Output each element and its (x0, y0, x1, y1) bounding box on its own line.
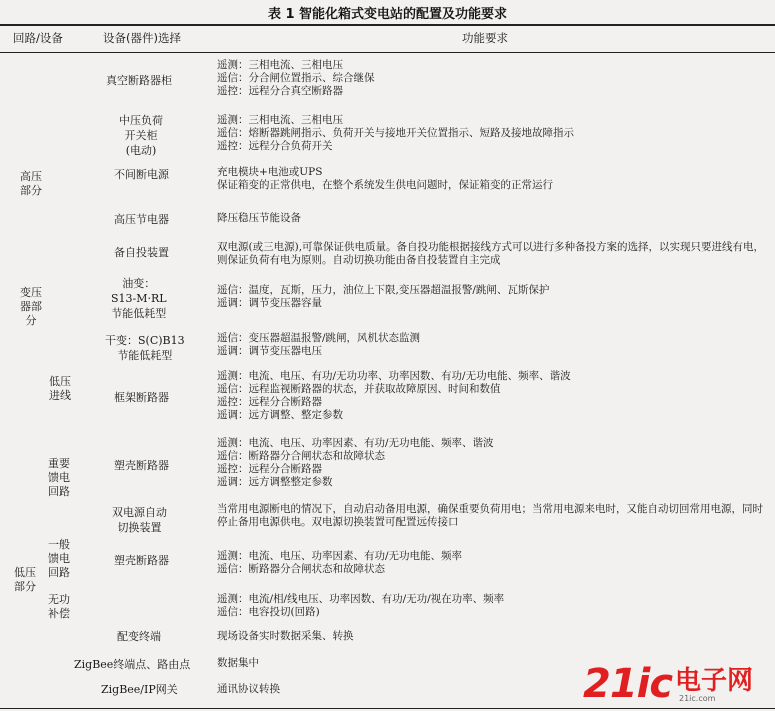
header-device: 设备(器件)选择 (103, 31, 181, 45)
device-cell: 配变终端 (117, 630, 161, 643)
device-cell: 双电源自动 切换装置 (112, 506, 167, 534)
group-label-important-feeder: 重要馈电回路 (48, 457, 70, 498)
device-cell: 真空断路器柜 (106, 74, 172, 87)
requirement-cell: 遥信：温度，瓦斯，压力，油位上下限,变压器超温报警/跳闸、瓦斯保护 遥调：调节变压器容量 (217, 284, 550, 309)
requirement-cell: 降压稳压节能设备 (217, 212, 301, 224)
header-circuit: 回路/设备 (13, 31, 63, 45)
table-title: 表 1 智能化箱式变电站的配置及功能要求 (267, 7, 508, 22)
device-cell: ZigBee/IP网关 (101, 683, 178, 696)
device-cell: 塑壳断路器 (114, 554, 169, 567)
requirement-cell: 遥测：电流/相/线电压、功率因数、有功/无功/视在功率、频率 遥信：电容投切(回路) (217, 593, 505, 618)
watermark-logo (583, 662, 773, 708)
device-cell: 干变：S(C)B13 节能低耗型 (105, 334, 185, 362)
header-function: 功能要求 (462, 31, 508, 45)
requirement-cell: 遥测：电流、电压、功率因素、有功/无功电能、频率、谐波 遥信：断路器分合闸状态和故障状态 遥控：远程分合断路器 遥调：远方调整整定参数 (217, 437, 494, 488)
requirement-cell: 充电模块+电池或UPS 保证箱变的正常供电，在整个系统发生供电问题时，保证箱变的正常运行 (217, 166, 553, 191)
requirement-cell: 数据集中 (217, 657, 259, 669)
group-label-lv: 低压部分 (14, 566, 36, 593)
device-cell: ZigBee终端点、路由点 (74, 658, 191, 671)
table-bottom-rule (0, 708, 775, 709)
watermark-brand: 21ic (583, 661, 673, 707)
requirement-cell: 遥测：三相电流、三相电压 遥信：分合闸位置指示、综合继保 遥控：远程分合真空断路器 (217, 59, 375, 97)
device-cell: 不间断电源 (114, 168, 169, 181)
table-top-rule (0, 24, 775, 26)
requirement-cell: 遥测：电流、电压、有功/无功功率、功率因数、有功/无功电能、频率、谐波 遥信：远程监视断路器的状态，并获取故障原因、时间和数值 遥控：远程分合断路器 遥调：远方调整、整定参数 (217, 370, 571, 421)
requirement-cell: 遥信：变压器超温报警/跳闸，风机状态监测 遥调：调节变压器电压 (217, 332, 421, 357)
device-cell: 油变： S13-M·RL 节能低耗型 (111, 277, 167, 320)
device-cell: 备自投装置 (114, 246, 169, 259)
group-label-lv-incoming: 低压进线 (49, 375, 71, 402)
device-cell: 中压负荷 开关柜 (电动) (119, 114, 163, 157)
group-label-reactive-comp: 无功补偿 (48, 593, 70, 620)
group-label-hv: 高压部分 (20, 170, 42, 197)
requirement-cell: 双电源(或三电源),可靠保证供电质量。备自投功能根据接线方式可以进行多种备投方案的选择，以实现只要进线有电，则保证负荷有电为原则。自动切换功能由备自投装置自主完成 (217, 241, 765, 266)
watermark-cn: 电子网 (675, 666, 754, 696)
requirement-cell: 通讯协议转换 (217, 683, 280, 695)
requirement-cell: 遥测：电流、电压、功率因素、有功/无功电能、频率 遥信：断路器分合闸状态和故障状态 (217, 550, 463, 575)
group-label-general-feeder: 一般馈电回路 (48, 538, 70, 579)
requirement-cell: 当常用电源断电的情况下，自动启动备用电源，确保重要负荷用电；当常用电源来电时，又能自动切回常用电源，同时停止备用电源供电。双电源切换装置可配置远传接口 (217, 503, 763, 528)
watermark-url: 21ic.com (679, 694, 716, 703)
device-cell: 高压节电器 (114, 213, 169, 226)
group-label-transformer: 变压器部分 (20, 286, 42, 327)
requirement-cell: 现场设备实时数据采集、转换 (217, 630, 354, 642)
requirement-cell: 遥测：三相电流、三相电压 遥信：熔断器跳闸指示、负荷开关与接地开关位置指示、短路及接地故障指示 遥控：远程分合负荷开关 (217, 114, 574, 152)
table-header-rule (0, 52, 775, 53)
device-cell: 框架断路器 (114, 391, 169, 404)
device-cell: 塑壳断路器 (114, 459, 169, 472)
